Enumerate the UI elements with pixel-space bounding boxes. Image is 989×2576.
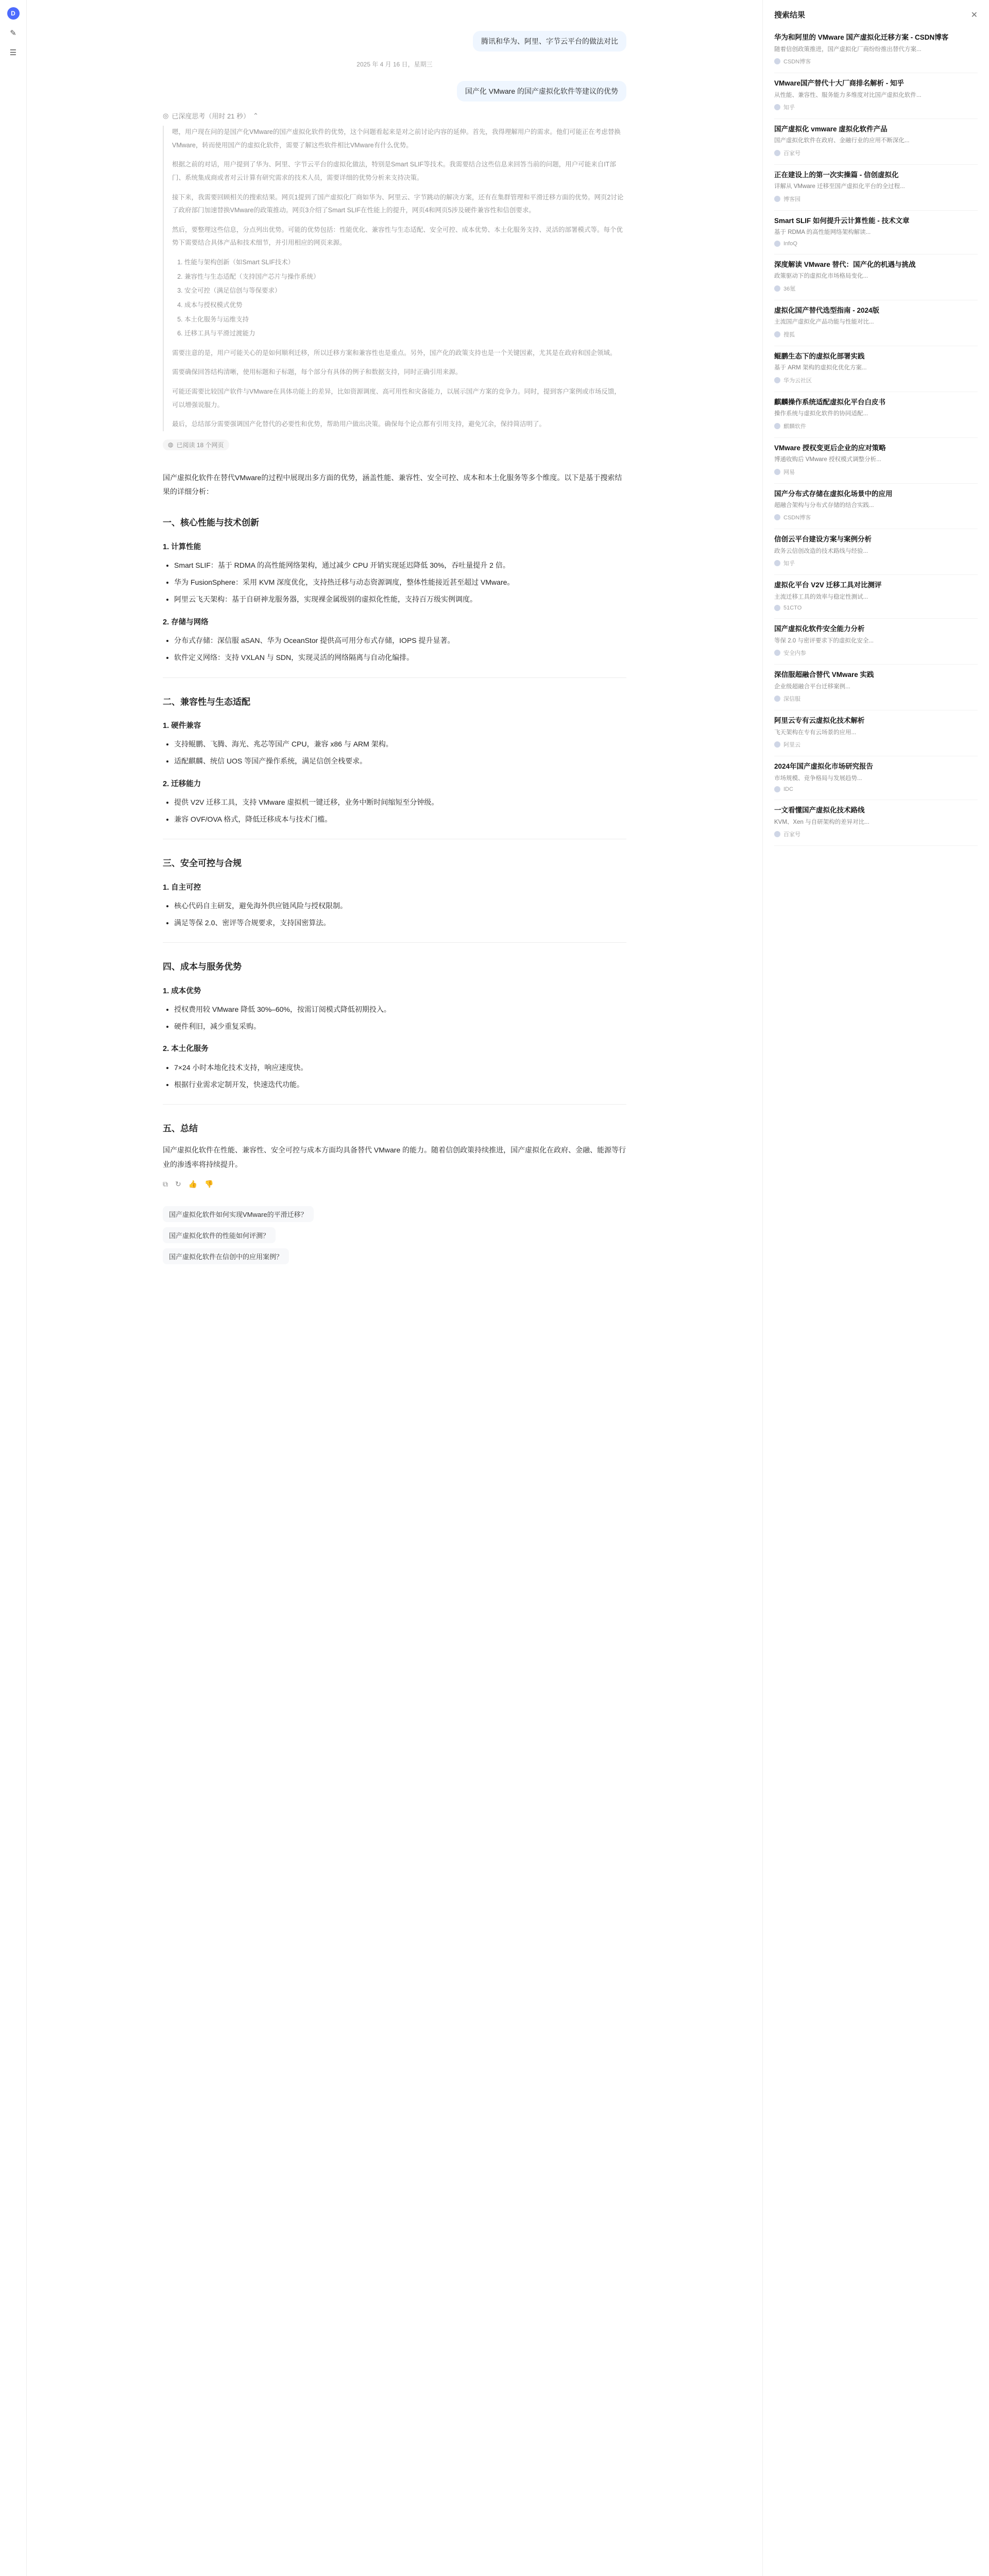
section-subtitle: 1. 硬件兼容 [163,721,201,730]
divider [163,942,626,943]
site-favicon-icon [774,150,780,156]
result-item[interactable] [774,211,978,255]
site-favicon-icon [774,104,780,110]
result-source [774,786,978,792]
section-list [174,899,626,930]
result-snippet: 基于 RDMA 的高性能网络架构解读... [774,229,871,236]
think-para: 根据之前的对话，用户提到了华为、阿里、字节云平台的虚拟化做法，特别是Smart SLIF等技术。我需要结合这些信息来回答当前的问题，用户可能来自IT部门、系统集成商或者对云计算有研究需求的技术人员，需要详细的优势分析来支持决策。 [172,161,616,181]
section-title: 四、成本与服务优势 [163,962,242,972]
think-para: 最后，总结部分需要强调国产化替代的必要性和优势，帮助用户做出决策。确保每个论点都有引用支持，避免冗余，保持简洁明了。 [172,420,546,428]
result-item[interactable] [774,392,978,438]
section-list-item: • 授权费用较 VMware 降低 30%–60%，按需订阅模式降低初期投入。 [174,1003,626,1016]
site-favicon-icon [774,285,780,292]
result-snippet: 操作系统与虚拟化软件的协同适配... [774,411,868,417]
site-favicon-icon [774,469,780,475]
result-title: 信创云平台建设方案与案例分析 [774,535,872,544]
section-title: 一、核心性能与技术创新 [163,518,259,528]
result-source-name: 华为云社区 [783,377,812,384]
section-list [174,634,626,665]
result-source-name: 51CTO [783,605,802,612]
divider [163,1104,626,1105]
result-source-name: 搜狐 [783,331,795,338]
result-snippet: 基于 ARM 架构的虚拟化优化方案... [774,365,867,371]
site-favicon-icon [774,514,780,520]
think-list [184,256,626,341]
result-source [774,605,978,611]
section-subtitle: 2. 本土化服务 [163,1045,209,1054]
result-snippet: 超融合架构与分布式存储的结合实践... [774,502,874,509]
result-source [774,57,978,65]
result-title: 2024年国产虚拟化市场研究报告 [774,762,874,771]
result-snippet: 市场规模、竞争格局与发展趋势... [774,775,862,782]
result-snippet: 等保 2.0 与密评要求下的虚拟化安全... [774,637,874,644]
result-item[interactable] [774,119,978,165]
section-title: 二、兼容性与生态适配 [163,697,250,707]
result-snippet: 主流迁移工具的效率与稳定性测试... [774,594,868,600]
result-title: 深度解读 VMware 替代：国产化的机遇与挑战 [774,260,916,268]
search-results-panel [762,0,989,2576]
divider [163,677,626,678]
section-list-item: • 支持鲲鹏、飞腾、海光、兆芯等国产 CPU，兼容 x86 与 ARM 架构。 [174,737,626,751]
user-question: 国产化 VMware 的国产虚拟化软件等建议的优势 [457,81,626,101]
regenerate-icon[interactable]: ↻ [175,1180,181,1189]
result-title: 麒麟操作系统适配虚拟化平台白皮书 [774,398,885,406]
thumbs-up-icon[interactable]: 👍 [188,1180,198,1189]
site-favicon-icon [774,196,780,202]
section-subtitle: 1. 计算性能 [163,543,201,551]
section-subtitle: 1. 自主可控 [163,883,201,892]
result-snippet: KVM、Xen 与自研架构的差异对比... [774,819,869,825]
result-item[interactable] [774,665,978,710]
close-icon[interactable]: ✕ [970,10,978,20]
site-favicon-icon [774,650,780,656]
think-para: 需要确保回答结构清晰，使用标题和子标题，每个部分有具体的例子和数据支持，同时正确引用来源。 [172,368,462,376]
result-source [774,422,978,430]
result-source [774,468,978,476]
site-favicon-icon [774,605,780,611]
site-favicon-icon [774,741,780,748]
site-favicon-icon [774,560,780,566]
copy-icon[interactable]: ⧉ [163,1180,168,1189]
result-source [774,195,978,203]
think-list-item: 2. 兼容性与生态适配（支持国产芯片与操作系统） [184,270,626,284]
section-title: 三、安全可控与合规 [163,858,242,869]
result-snippet: 随着信创政策推进，国产虚拟化厂商纷纷推出替代方案... [774,46,922,53]
result-snippet: 飞天架构在专有云场景的应用... [774,729,857,736]
think-list-item: 5. 本土化服务与运维支持 [184,313,626,327]
result-source-name: 百家号 [783,150,800,157]
suggestion-item[interactable]: 国产虚拟化软件在信创中的应用案例？ [163,1248,289,1264]
result-item[interactable] [774,300,978,346]
section-list [174,795,626,827]
section-subtitle: 2. 存储与网络 [163,618,209,626]
result-snippet: 博通收购后 VMware 授权模式调整分析... [774,456,881,463]
result-title: VMware国产替代十大厂商排名解析 - 知乎 [774,79,905,87]
think-status-text: 已深度思考（用时 21 秒） [172,112,250,120]
answer-intro: 国产虚拟化软件在替代VMware的过程中展现出多方面的优势，涵盖性能、兼容性、安全可控、成本和本土化服务等多个维度。以下是基于搜索结果的详细分析： [163,473,622,496]
result-source [774,740,978,749]
read-pages-badge[interactable] [163,439,229,450]
section-list-item: • 分布式存储：深信服 aSAN、华为 OceanStor 提供高可用分布式存储，IOPS 提升显著。 [174,634,626,648]
result-item[interactable] [774,710,978,756]
result-source [774,103,978,111]
result-list [774,27,978,846]
result-snippet: 主流国产虚拟化产品功能与性能对比... [774,319,874,326]
section-list-item: • 软件定义网络：支持 VXLAN 与 SDN，实现灵活的网络隔离与自动化编排。 [174,651,626,665]
result-item[interactable] [774,529,978,575]
site-favicon-icon [774,377,780,383]
result-source-name: 36氪 [783,285,796,292]
result-source-name: 博客园 [783,196,800,202]
result-item[interactable] [774,438,978,484]
result-snippet: 政策驱动下的虚拟化市场格局变化... [774,273,868,280]
suggestion-item[interactable]: 国产虚拟化软件如何实现VMware的平滑迁移？ [163,1206,314,1222]
section-list [174,558,626,607]
section-list-item: • 根据行业需求定制开发，快速迭代功能。 [174,1078,626,1092]
result-source-name: 安全内参 [783,650,806,657]
message-actions [163,1180,626,1189]
section-list [174,737,626,769]
result-title: 国产虚拟化软件安全能力分析 [774,625,865,633]
result-item[interactable] [774,756,978,800]
section-title: 五、总结 [163,1124,198,1134]
panel-header [774,9,978,20]
thumbs-down-icon[interactable]: 👎 [204,1180,214,1189]
result-source-name: CSDN博客 [783,515,811,521]
section-list-item: • Smart SLIF：基于 RDMA 的高性能网络架构，通过减少 CPU 开销实现延迟降低 30%，吞吐量提升 2 倍。 [174,558,626,572]
result-source [774,513,978,521]
section-subtitle: 2. 迁移能力 [163,779,201,788]
result-source [774,649,978,657]
think-block [163,126,626,431]
answer-block [163,471,626,1172]
result-title: 国产分布式存储在虚拟化场景中的应用 [774,489,893,498]
section-list-item: • 华为 FusionSphere：采用 KVM 深度优化，支持热迁移与动态资源调度，整体性能接近甚至超过 VMware。 [174,575,626,589]
result-item[interactable] [774,484,978,530]
chat-inner [163,0,626,1264]
section-list-item: • 阿里云飞天架构：基于自研神龙服务器，实现裸金属级别的虚拟化性能，支持百万级实例调度。 [174,592,626,606]
left-rail [0,0,27,2576]
result-source-name: 网易 [783,469,795,476]
result-source-name: IDC [783,786,793,793]
think-status[interactable] [163,111,626,121]
result-source-name: 麒麟软件 [783,423,806,430]
think-list-item: 1. 性能与架构创新（如Smart SLIF技术） [184,256,626,269]
result-source [774,149,978,157]
section-list-item: • 硬件利旧，减少重复采购。 [174,1020,626,1033]
site-favicon-icon [774,331,780,337]
think-list-item: 3. 安全可控（满足信创与等保要求） [184,284,626,298]
think-para: 可能还需要比较国产软件与VMware在具体功能上的差异，比如资源调度、高可用性和灾备能力，以展示国产方案的竞争力。同时，提到客户案例或市场反馈，可以增强说服力。 [172,388,621,409]
section-list [174,1003,626,1034]
result-source-name: 知乎 [783,104,795,111]
site-favicon-icon [774,58,780,64]
result-item[interactable] [774,165,978,211]
result-item[interactable] [774,619,978,665]
section-list-item: • 满足等保 2.0、密评等合规要求，支持国密算法。 [174,916,626,930]
conclusion: 国产虚拟化软件在性能、兼容性、安全可控与成本方面均具备替代 VMware 的能力。随着信创政策持续推进，国产虚拟化在政府、金融、能源等行业的渗透率将持续提升。 [163,1146,626,1168]
result-snippet: 企业级超融合平台迁移案例... [774,683,850,690]
site-favicon-icon [774,696,780,702]
result-source [774,241,978,247]
result-title: 一文看懂国产虚拟化技术路线 [774,806,865,815]
site-favicon-icon [774,831,780,837]
result-title: Smart SLIF 如何提升云计算性能 - 技术文章 [774,216,910,225]
think-icon: ◎ [163,111,169,120]
result-source-name: 阿里云 [783,742,800,749]
section-list-item: • 核心代码自主研发，避免海外供应链风险与授权限制。 [174,899,626,913]
site-favicon-icon [774,423,780,429]
section-list-item: • 兼容 OVF/OVA 格式，降低迁移成本与技术门槛。 [174,812,626,826]
think-list-item: 4. 成本与授权模式优势 [184,299,626,312]
result-title: 国产虚拟化 vmware 虚拟化软件产品 [774,125,888,133]
result-item[interactable] [774,575,978,619]
think-para: 然后，要整理这些信息，分点列出优势。可能的优势包括：性能优化、兼容性与生态适配、安全可控、成本优势、本土化服务支持、灵活的部署模式等。每个优势下需要结合具体产品和技术细节，并引用相应的网页来源。 [172,226,623,247]
result-title: 阿里云专有云虚拟化技术解析 [774,717,865,725]
user-message-row [163,31,626,52]
result-title: VMware 授权变更后企业的应对策略 [774,444,886,452]
date-divider: 2025 年 4 月 16 日，星期三 [356,61,433,68]
result-source-name: 深信服 [783,696,800,703]
result-title: 虚拟化平台 V2V 迁移工具对比测评 [774,581,882,589]
result-title: 正在建设上的第一次实操篇 - 信创虚拟化 [774,171,899,179]
suggestion-item[interactable]: 国产虚拟化软件的性能如何评测？ [163,1227,276,1243]
think-para: 需要注意的是，用户可能关心的是如何顺利迁移，所以迁移方案和兼容性也是重点。另外，国产化的政策支持也是一个关键因素，尤其是在政府和国企领域。 [172,349,617,357]
result-source [774,694,978,703]
site-favicon-icon [774,241,780,247]
result-title: 虚拟化国产替代选型指南 - 2024版 [774,306,880,314]
user-question-row [163,81,626,101]
result-source-name: 百家号 [783,832,800,838]
result-snippet: 政务云信创改造的技术路线与经验... [774,548,868,555]
result-source-name: 知乎 [783,561,795,567]
result-title: 鲲鹏生态下的虚拟化部署实践 [774,352,865,360]
suggestions [163,1206,626,1264]
history-icon[interactable]: ☰ [9,48,17,57]
result-title: 华为和阿里的 VMware 国产虚拟化迁移方案 - CSDN博客 [774,33,949,41]
think-para: 接下来，我需要回顾相关的搜索结果。网页1提到了国产虚拟化厂商如华为、阿里云、字节跳动的解决方案，还有在集群管理和平滑迁移方面的优势。网页2讨论了政府部门加速替换VMware的政策推动。网页3介绍了Smart SLIF在性能上的提升，网页4和网页5涉及硬件兼容性和信创要求。 [172,193,624,214]
result-snippet: 国产虚拟化软件在政府、金融行业的应用不断深化... [774,138,910,144]
section-list-item: • 提供 V2V 迁移工具，支持 VMware 虚拟机一键迁移，业务中断时间缩短至分钟级。 [174,795,626,809]
result-source [774,559,978,567]
site-favicon-icon [774,786,780,792]
result-source [774,330,978,338]
result-item[interactable] [774,27,978,73]
panel-title: 搜索结果 [774,11,806,20]
section-list-item: • 适配麒麟、统信 UOS 等国产操作系统，满足信创全栈要求。 [174,754,626,768]
section-list-item: • 7×24 小时本地化技术支持，响应速度快。 [174,1061,626,1075]
result-item[interactable] [774,73,978,119]
new-chat-icon[interactable]: ✎ [10,29,16,38]
chevron-up-icon: ⌃ [253,111,259,120]
section-list [174,1061,626,1092]
globe-icon: ◍ [168,441,174,449]
result-source [774,830,978,838]
result-snippet: 从性能、兼容性、服务能力多维度对比国产虚拟化软件... [774,92,922,98]
result-source [774,284,978,293]
result-item[interactable] [774,346,978,392]
think-para: 嗯，用户现在问的是国产化VMware的国产虚拟化软件的优势，这个问题看起来是对之前讨论内容的延伸。首先，我得理解用户的需求。他们可能正在考虑替换VMware，转而使用国产的虚拟化软件，需要了解这些软件相比VMware有什么优势。 [172,128,621,149]
think-list-item: 6. 迁移工具与平滑过渡能力 [184,327,626,341]
result-item[interactable] [774,255,978,300]
result-source-name: InfoQ [783,240,797,247]
section-subtitle: 1. 成本优势 [163,987,201,995]
result-source-name: CSDN博客 [783,58,811,65]
result-title: 深信服超融合替代 VMware 实践 [774,671,874,679]
chat-area [27,0,762,2576]
result-snippet: 详解从 VMware 迁移至国产虚拟化平台的全过程... [774,183,905,190]
result-item[interactable] [774,800,978,846]
read-pages-label: 已阅读 18 个网页 [176,441,224,449]
app-logo-icon[interactable]: D [7,7,20,20]
user-message: 腾讯和华为、阿里、字节云平台的做法对比 [473,31,626,52]
result-source [774,376,978,384]
